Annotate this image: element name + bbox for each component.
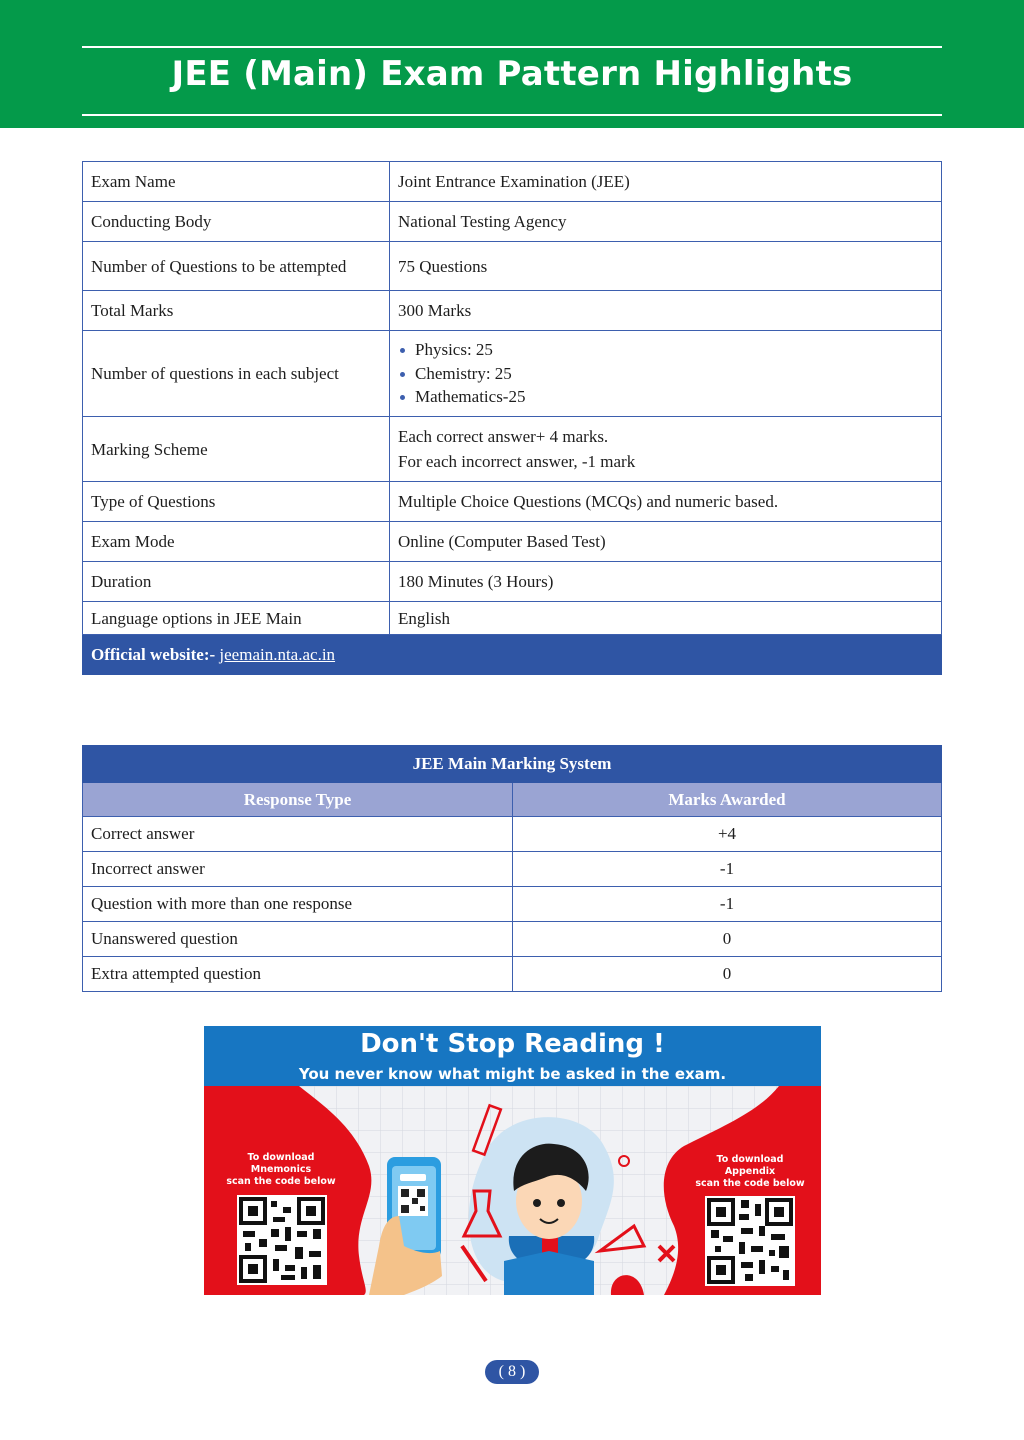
- marking-system-table: [82, 745, 942, 992]
- table-row: [83, 331, 942, 417]
- response-cell: Question with more than one response: [83, 887, 513, 922]
- marking-line: Each correct answer+ 4 marks.: [398, 427, 609, 446]
- response-cell: Extra attempted question: [83, 957, 513, 992]
- table-caption: JEE Main Marking System: [83, 746, 942, 783]
- row-value: 75 Questions: [390, 242, 942, 291]
- row-value: English: [390, 602, 942, 635]
- official-website-cell: [83, 635, 942, 675]
- table-row: [83, 417, 942, 482]
- table-row: [83, 522, 942, 562]
- row-value: National Testing Agency: [390, 202, 942, 242]
- table-row: [83, 242, 942, 291]
- banner-title: Don't Stop Reading !: [360, 1029, 665, 1059]
- list-item: Chemistry: 25: [398, 362, 933, 386]
- response-cell: Correct answer: [83, 817, 513, 852]
- table-caption-row: [83, 746, 942, 783]
- caption-line: scan the code below: [695, 1178, 805, 1189]
- list-item: Physics: 25: [398, 338, 933, 362]
- response-cell: Incorrect answer: [83, 852, 513, 887]
- mnemonics-caption: [221, 1152, 341, 1188]
- row-label: Total Marks: [83, 291, 390, 331]
- row-value: Multiple Choice Questions (MCQs) and numeric based.: [390, 482, 942, 522]
- caption-line: Appendix: [724, 1166, 776, 1177]
- page-number: ( 8 ): [485, 1360, 539, 1384]
- row-label: Number of Questions to be attempted: [83, 242, 390, 291]
- row-value: 300 Marks: [390, 291, 942, 331]
- qr-code-icon: [705, 1196, 795, 1286]
- row-label: Exam Mode: [83, 522, 390, 562]
- row-label: Number of questions in each subject: [83, 331, 390, 417]
- table-row: [83, 817, 942, 852]
- table-row: [83, 482, 942, 522]
- marks-cell: -1: [513, 887, 942, 922]
- page-header: [0, 0, 1024, 128]
- response-cell: Unanswered question: [83, 922, 513, 957]
- qr-code-icon: [237, 1195, 327, 1285]
- official-website-row: [83, 635, 942, 675]
- column-header-row: [83, 783, 942, 817]
- appendix-qr-code[interactable]: [705, 1196, 795, 1286]
- caption-line: Mnemonics: [250, 1164, 312, 1175]
- marks-cell: -1: [513, 852, 942, 887]
- row-value: Joint Entrance Examination (JEE): [390, 162, 942, 202]
- row-label: Marking Scheme: [83, 417, 390, 482]
- page-title: JEE (Main) Exam Pattern Highlights: [171, 54, 853, 94]
- row-label: Language options in JEE Main: [83, 602, 390, 635]
- subject-list: [398, 338, 933, 409]
- table-row: [83, 602, 942, 635]
- exam-info-table: [82, 161, 942, 675]
- promo-banner: [204, 1026, 821, 1295]
- table-row: [83, 957, 942, 992]
- marks-cell: +4: [513, 817, 942, 852]
- table-row: [83, 202, 942, 242]
- banner-subtitle: You never know what might be asked in the exam.: [298, 1065, 727, 1083]
- marking-line: For each incorrect answer, -1 mark: [398, 452, 636, 471]
- row-label: Conducting Body: [83, 202, 390, 242]
- row-value: [390, 331, 942, 417]
- table-row: [83, 162, 942, 202]
- header-rule-top: [82, 46, 942, 48]
- table-row: [83, 291, 942, 331]
- row-label: Type of Questions: [83, 482, 390, 522]
- table-row: [83, 562, 942, 602]
- appendix-caption: [690, 1154, 810, 1190]
- row-value: [390, 417, 942, 482]
- row-label: Duration: [83, 562, 390, 602]
- table-row: [83, 922, 942, 957]
- marks-cell: 0: [513, 922, 942, 957]
- column-header-response: Response Type: [83, 783, 513, 817]
- official-website-label: Official website:-: [91, 645, 216, 664]
- caption-line: To download: [716, 1154, 784, 1165]
- marks-cell: 0: [513, 957, 942, 992]
- table-row: [83, 887, 942, 922]
- official-website-link[interactable]: jeemain.nta.ac.in: [219, 645, 336, 664]
- header-rule-bottom: [82, 114, 942, 116]
- row-value: Online (Computer Based Test): [390, 522, 942, 562]
- caption-line: To download: [247, 1152, 315, 1163]
- mnemonics-qr-code[interactable]: [237, 1195, 327, 1285]
- row-value: 180 Minutes (3 Hours): [390, 562, 942, 602]
- caption-line: scan the code below: [226, 1176, 336, 1187]
- list-item: Mathematics-25: [398, 385, 933, 409]
- column-header-marks: Marks Awarded: [513, 783, 942, 817]
- table-row: [83, 852, 942, 887]
- row-label: Exam Name: [83, 162, 390, 202]
